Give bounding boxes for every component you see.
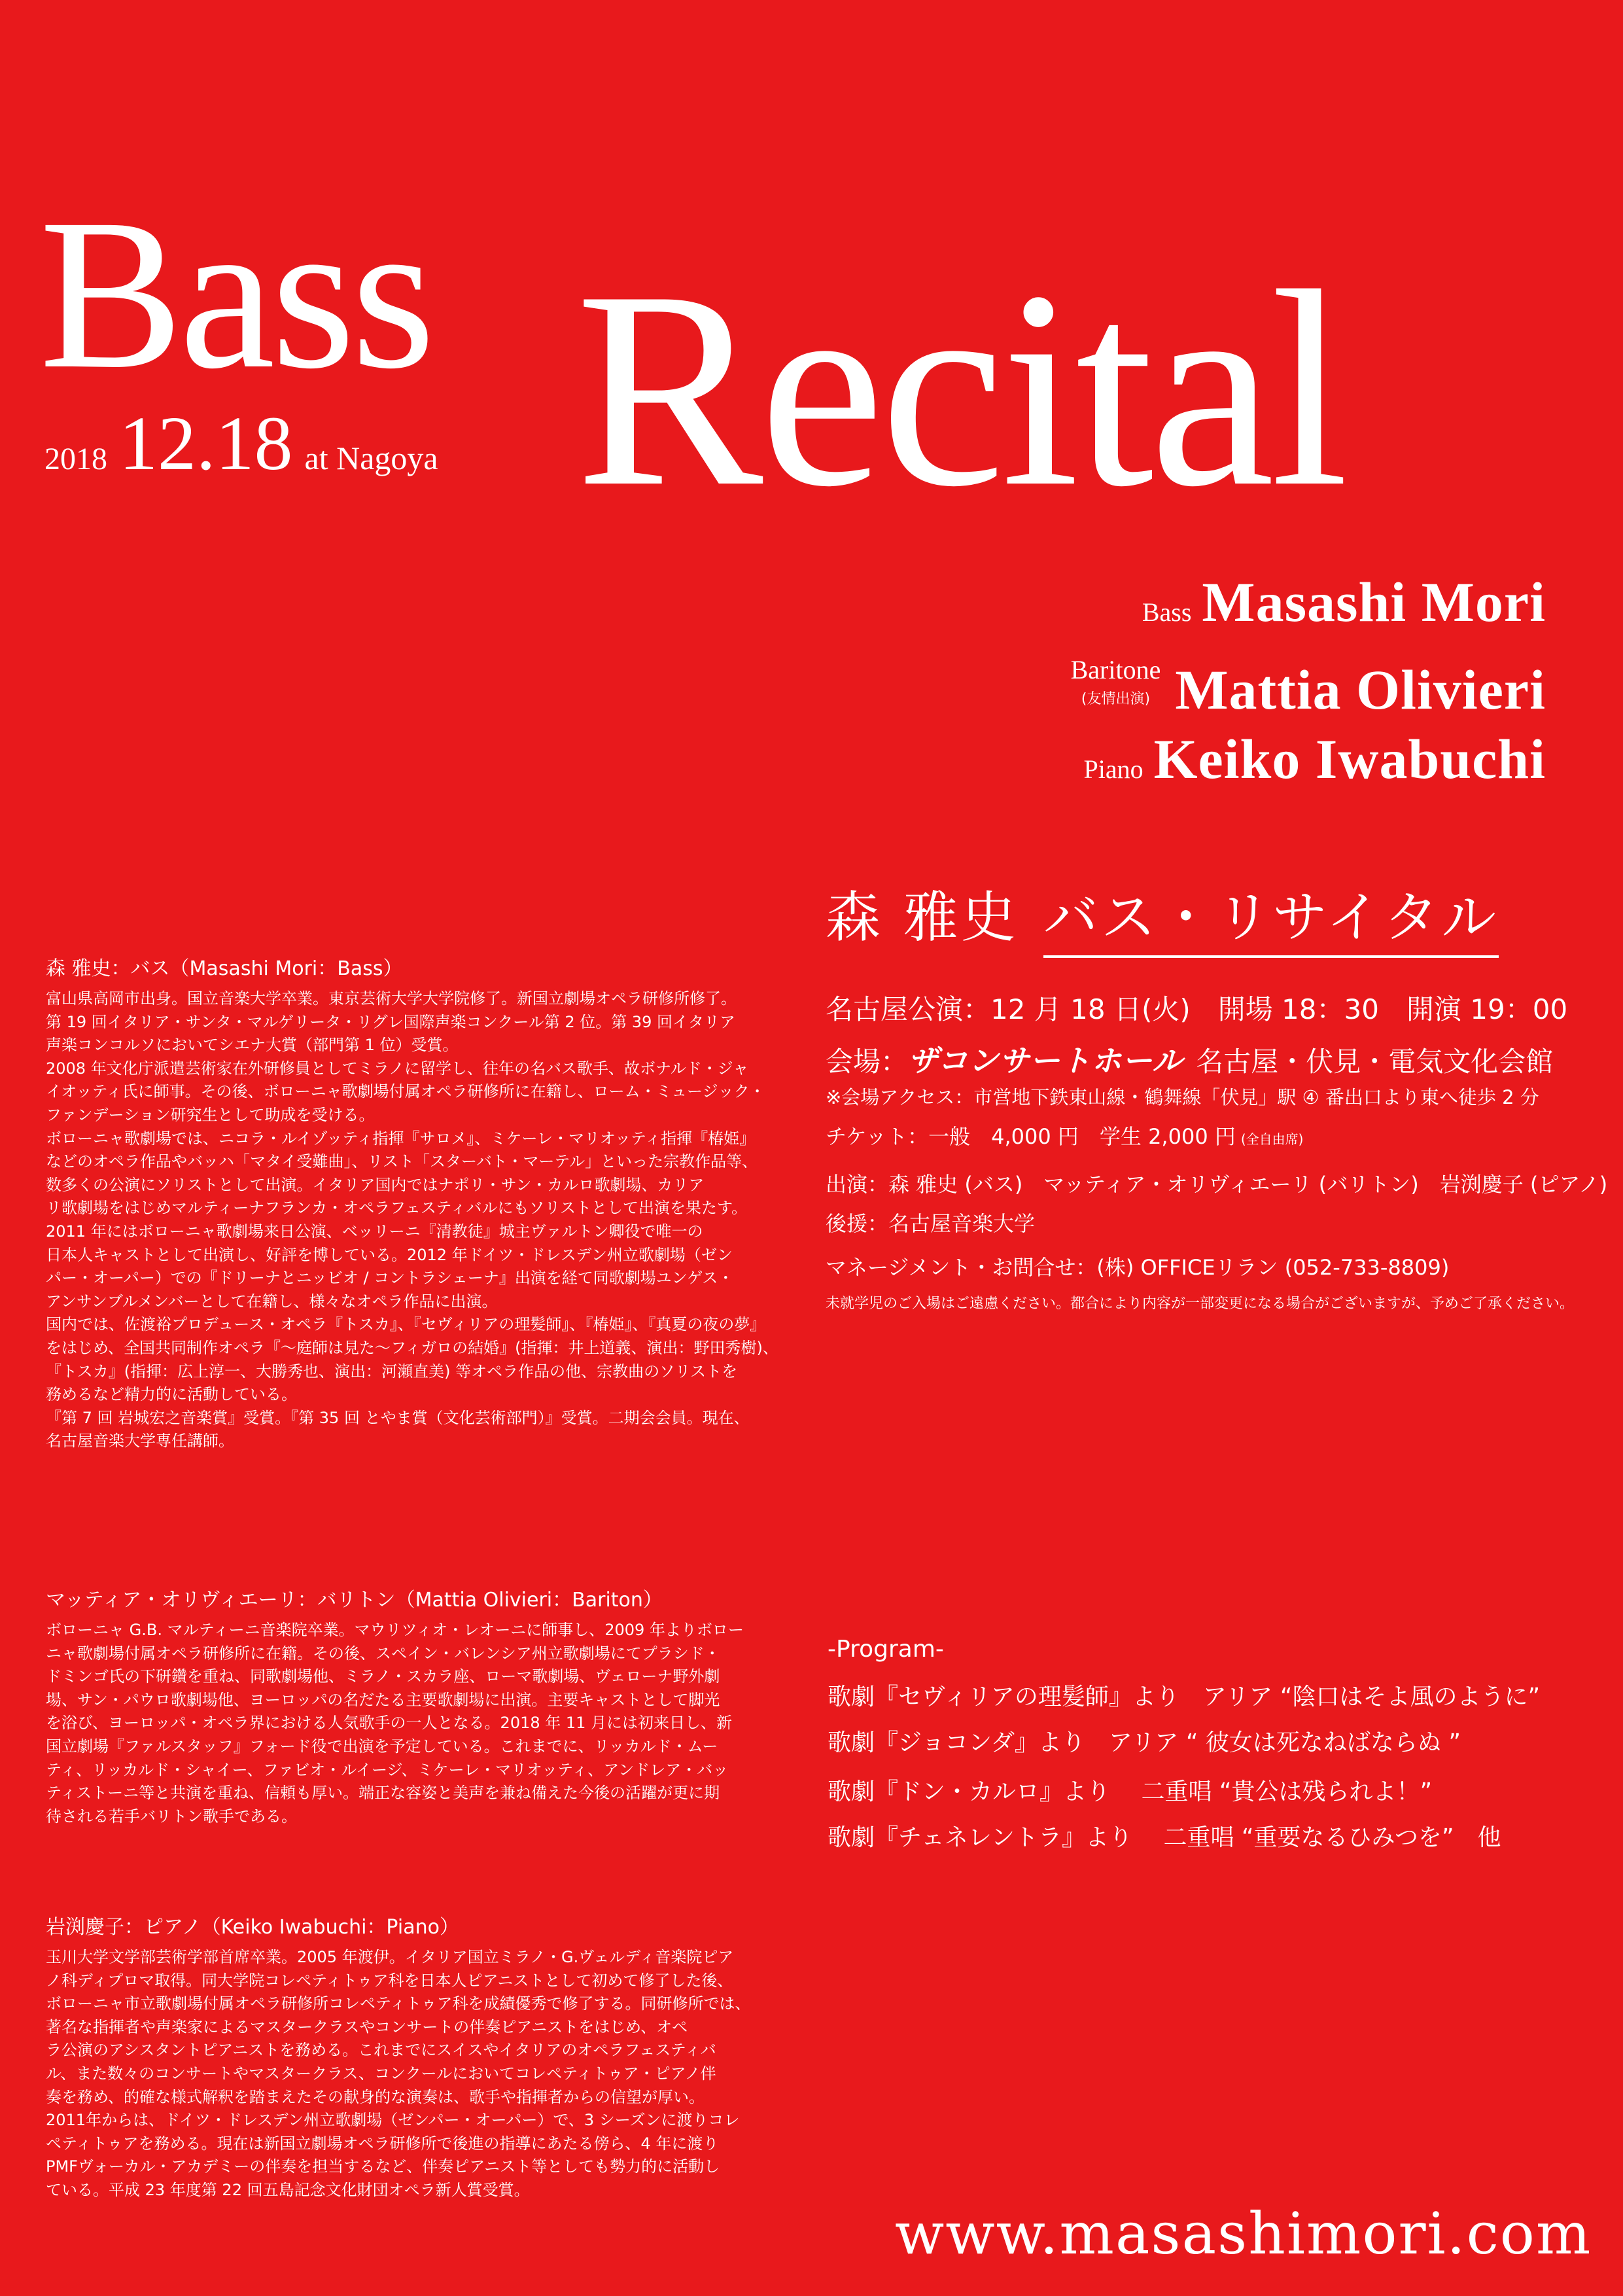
bio-line: ドミンゴ氏の下研鑽を重ね、同歌劇場他、ミラノ・スカラ座、ローマ歌劇場、ヴェローナ野外劇 (46, 1667, 720, 1686)
program-item: 歌劇『ジョコンダ』より アリア “ 彼女は死なねばならぬ ” (828, 1729, 1461, 1756)
management-contact: マネージメント・お問合せ：(株) OFFICEリラン (052-733-8809) (826, 1255, 1450, 1280)
performance-time: 名古屋公演：12 月 18 日(火) 開場 18：30 開演 19：00 (826, 993, 1568, 1025)
date-year: 2018 (44, 442, 107, 476)
bio-line: ボローニャ歌劇場では、ニコラ・ルイゾッティ指揮『サロメ』、ミケーレ・マリオッティ指揮『椿姫』 (46, 1129, 756, 1148)
date-month-day: 12.18 (119, 400, 293, 486)
bio-line: 待される若手バリトン歌手である。 (46, 1807, 297, 1826)
title-bass: Bass (39, 175, 432, 414)
bio-line: リ歌劇場をはじめマルティーナフランカ・オペラフェスティバルにもソリストとして出演を果たす。 (46, 1199, 748, 1218)
bio-line: 数多くの公演にソリストとして出演。イタリア国内ではナポリ・サン・カルロ歌劇場、カリア (46, 1175, 705, 1194)
bio-line: イオッティ氏に師事。その後、ボローニャ歌劇場付属オペラ研修所に在籍し、ローム・ミュージック・ (46, 1082, 765, 1101)
bio-line: 国内では、佐渡裕プロデュース・オペラ『トスカ』、『セヴィリアの理髪師』、『椿姫』、『真夏の夜の夢』 (46, 1315, 766, 1334)
ticket-text: チケット：一般 4,000 円 学生 2,000 円 (826, 1124, 1236, 1149)
concert-date (44, 399, 438, 488)
bio-line: 日本人キャストとして出演し、好評を博している。2012 年ドイツ・ドレスデン州立歌劇場（ゼン (46, 1245, 733, 1264)
bio-line: などのオペラ作品やバッハ「マタイ受難曲」、リスト「スターバト・マーテル」といった宗教作品等、 (46, 1152, 758, 1171)
performer-piano (1083, 726, 1546, 792)
support: 後援：名古屋音楽大学 (826, 1211, 1036, 1236)
bio-line: 『トスカ』(指揮：広上淳一、大勝秀也、演出：河瀬直美) 等オペラ作品の他、宗教曲のソリストを (46, 1362, 738, 1381)
bio-line: ル、また数々のコンサートやマスタークラス、コンクールにおいてコレペティトゥア・ピアノ伴 (46, 2064, 716, 2083)
ticket-price (826, 1120, 1303, 1150)
bio-line: ティ、リッカルド・シャイー、ファビオ・ルイージ、ミケーレ・マリオッティ、アンドレア・バッ (46, 1760, 729, 1779)
program-item: 歌劇『セヴィリアの理髪師』より アリア “陰口はそよ風のように” (828, 1684, 1541, 1710)
bio-line: ボローニャ G.B. マルティーニ音楽院卒業。マウリツィオ・レオーニに師事し、2009 年よりボロー (46, 1621, 744, 1639)
venue-logo: ザコンサートホール (908, 1043, 1183, 1078)
bio-line: ティストーニ等と共演を重ね、信頼も厚い。端正な容姿と美声を兼ね備えた今後の活躍が更に期 (46, 1784, 720, 1803)
performer-note: (友情出演) (1081, 691, 1151, 707)
program-heading: -Program- (828, 1636, 944, 1663)
title-recital: Recital (576, 234, 1345, 545)
venue (826, 1037, 1553, 1080)
performer-role: Baritone (1070, 655, 1161, 684)
bio-line: ファンデーション研究生として助成を受ける。 (46, 1105, 375, 1124)
bio-heading: 岩渕慶子：ピアノ（Keiko Iwabuchi：Piano） (46, 1916, 459, 1939)
bio-mattia-olivieri (46, 1583, 752, 1828)
performer-baritone (1071, 654, 1546, 722)
bio-line: ている。平成 23 年度第 22 回五島記念文化財団オペラ新人賞受賞。 (46, 2180, 530, 2199)
bio-line: 第 19 回イタリア・サンタ・マルゲリータ・リグレ国際声楽コンクール第 2 位。第 39 回イタリア (46, 1012, 736, 1031)
japanese-title (826, 874, 1499, 958)
performer-role: Bass (1142, 597, 1192, 627)
bio-line: 『第 7 回 岩城宏之音楽賞』受賞。『第 35 回 とやま賞（文化芸術部門）』受賞。二期会会員。現在、 (46, 1408, 750, 1427)
performer-name: Masashi Mori (1202, 571, 1546, 633)
venue-detail: 名古屋・伏見・電気文化会館 (1196, 1046, 1554, 1078)
bio-line: 2011 年にはボローニャ歌劇場来日公演、ベッリーニ『清教徒』城主ヴァルトン卿役で唯一の (46, 1222, 703, 1241)
bio-line: PMFヴォーカル・アカデミーの伴奏を担当するなど、伴奏ピアニスト等としても勢力的に活動し (46, 2157, 720, 2176)
bio-line: 2011年からは、ドイツ・ドレスデン州立歌劇場（ゼンパー・オーパー）で、3 シーズンに渡りコレ (46, 2111, 740, 2130)
venue-label: 会場： (826, 1046, 909, 1078)
website-url[interactable]: www.masashimori.com (895, 2200, 1592, 2267)
program-item: 歌劇『チェネレントラ』より 二重唱 “重要なるひみつを” 他 (828, 1824, 1501, 1851)
bio-line: 著名な指揮者や声楽家によるマスタークラスやコンサートの伴奏ピアニストをはじめ、オペ (46, 2017, 688, 2036)
bio-line: 声楽コンコルソにおいてシエナ大賞（部門第 1 位）受賞。 (46, 1036, 459, 1055)
bio-line: ラ公演のアシスタントピアニストを務める。これまでにスイスやイタリアのオペラフェスティバ (46, 2041, 716, 2060)
bio-line: 名古屋音楽大学専任講師。 (46, 1432, 234, 1451)
ticket-note: (全自由席) (1240, 1131, 1304, 1147)
bio-line: ペティトゥアを務める。現在は新国立劇場オペラ研修所で後進の指導にあたる傍ら、4 年に渡り (46, 2134, 719, 2153)
bio-line: 奏を務め、的確な様式解釈を踏まえたその献身的な演奏は、歌手や指揮者からの信望が厚い。 (46, 2087, 705, 2106)
bio-heading: マッティア・オリヴィエーリ：バリトン（Mattia Olivieri：Bariton） (46, 1589, 663, 1612)
bio-line: ノ科ディプロマ取得。同大学院コレペティトゥア科を日本人ピアニストとして初めて修了した後、 (46, 1971, 733, 1990)
performer-role: Piano (1083, 754, 1143, 784)
performer-name: Mattia Olivieri (1175, 658, 1546, 721)
bio-line: 場、サン・パウロ歌劇場他、ヨーロッパの名だたる主要歌劇場に出演。主要キャストとして脚光 (46, 1690, 720, 1709)
bio-line: ニャ歌劇場付属オペラ研修所に在籍。その後、スペイン・バレンシア州立歌劇場にてプラシド・ (46, 1644, 720, 1663)
bio-line: 務めるなど精力的に活動している。 (46, 1385, 297, 1404)
venue-access: ※会場アクセス：市営地下鉄東山線・鶴舞線「伏見」駅 ④ 番出口より東へ徒歩 2 分 (826, 1086, 1539, 1108)
bio-line: 2008 年文化庁派遣芸術家在外研修員としてミラノに留学し、往年の名バス歌手、故ボナルド・ジャ (46, 1059, 749, 1078)
bio-line: ボローニャ市立歌劇場付属オペラ研修所コレペティトゥア科を成績優秀で修了する。同研修所では、 (46, 1994, 751, 2013)
performer-role-stack (1071, 654, 1161, 708)
bio-line: 玉川大学文学部芸術学部首席卒業。2005 年渡伊。イタリア国立ミラノ・G.ヴェルディ音楽院ピア (46, 1948, 734, 1966)
performer-name: Keiko Iwabuchi (1153, 728, 1546, 790)
bio-line: アンサンブルメンバーとして在籍し、様々なオペラ作品に出演。 (46, 1292, 498, 1311)
bio-line: をはじめ、全国共同制作オペラ『〜庭師は見た〜フィガロの結婚』(指揮：井上道義、演出：野田秀樹)、 (46, 1338, 778, 1357)
japanese-title-name: 森 雅史 (826, 885, 1019, 949)
bio-line: 国立劇場『ファルスタッフ』フォード役で出演を予定している。これまでに、リッカルド・ムー (46, 1737, 718, 1756)
bio-heading: 森 雅史：バス（Masashi Mori：Bass） (46, 957, 403, 980)
cast-list: 出演：森 雅史 (バス) マッティア・オリヴィエーリ (バリトン) 岩渕慶子 (ピアノ) (826, 1172, 1608, 1197)
bio-masashi-mori (46, 952, 778, 1453)
bio-keiko-iwabuchi (46, 1911, 752, 2202)
bio-line: を浴び、ヨーロッパ・オペラ界における人気歌手の一人となる。2018 年 11 月には初来日し、新 (46, 1714, 733, 1733)
bio-line: パー・オーパー）での『ドリーナとニッビオ / コントラシェーナ』出演を経て同歌劇場ユンゲス・ (46, 1269, 734, 1288)
program-item: 歌劇『ドン・カルロ』より 二重唱 “貴公は残られよ！” (828, 1778, 1433, 1805)
bio-line: 富山県高岡市出身。国立音楽大学卒業。東京芸術大学大学院修了。新国立劇場オペラ研修所修了。 (46, 989, 737, 1008)
notice: 未就学児のご入場はご遠慮ください。都合により内容が一部変更になる場合がございますが、予めご了承ください。 (826, 1296, 1575, 1312)
performer-bass (1142, 569, 1546, 635)
date-place: at Nagoya (304, 440, 438, 476)
japanese-title-subtitle: バス・リサイタル (1043, 874, 1499, 958)
